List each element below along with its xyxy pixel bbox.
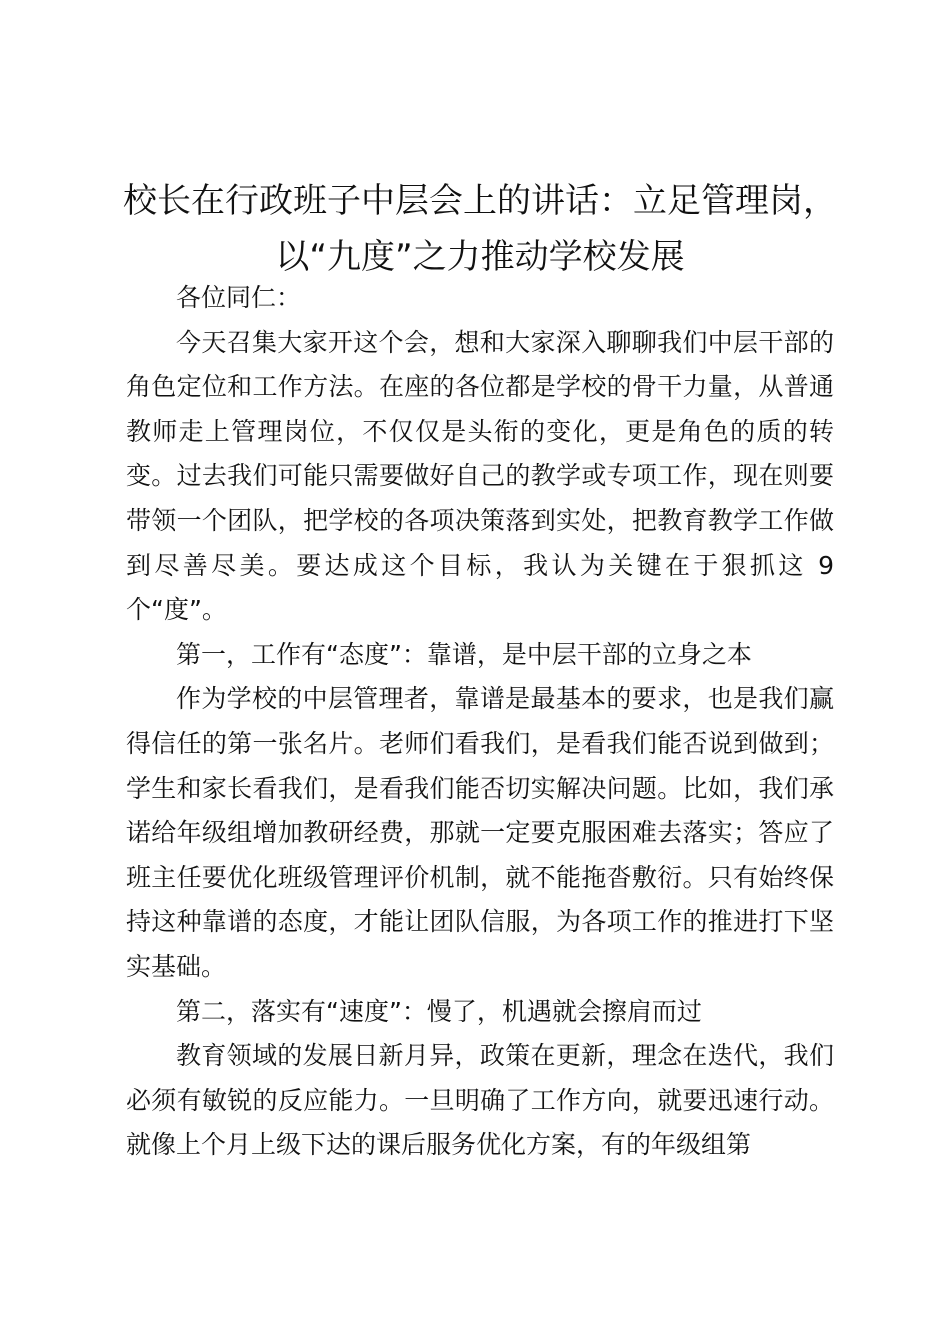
paragraph-speed: 教育领域的发展日新月异，政策在更新，理念在迭代，我们必须有敏锐的反应能力。一旦明确了工作方向，就要迅速行动。就像上个月上级下达的课后服务优化方案，有的年级组第 xyxy=(126,1041,834,1160)
greeting: 各位同仁： xyxy=(176,283,302,312)
document-body xyxy=(126,276,834,1168)
section-heading-2: 第二，落实有“速度”：慢了，机遇就会擦肩而过 xyxy=(176,996,702,1026)
paragraph-attitude: 作为学校的中层管理者，靠谱是最基本的要求，也是我们赢得信任的第一张名片。老师们看我们，是看我们能否说到做到；学生和家长看我们，是看我们能否切实解决问题。比如，我们承诺给年级组增加教研经费，那就一定要克服困难去落实；答应了班主任要优化班级管理评价机制，就不能拖沓敷衍。只有始终保持这种靠谱的态度，才能让团队信服，为各项工作的推进打下坚实基础。 xyxy=(126,684,834,981)
section-heading-1: 第一，工作有“态度”：靠谱，是中层干部的立身之本 xyxy=(176,639,752,669)
document-title xyxy=(100,173,860,285)
title-line-1: 校长在行政班子中层会上的讲话：立足管理岗， xyxy=(123,181,837,221)
title-line-2: 以“九度”之力推动学校发展 xyxy=(275,237,685,277)
paragraph-intro: 今天召集大家开这个会，想和大家深入聊聊我们中层干部的角色定位和工作方法。在座的各位都是学校的骨干力量，从普通教师走上管理岗位，不仅仅是头衔的变化，更是角色的质的转变。过去我们可能只需要做好自己的教学或专项工作，现在则要带领一个团队，把学校的各项决策落到实处，把教育教学工作做到尽善尽美。要达成这个目标，我认为关键在于狠抓这 9 个“度”。 xyxy=(126,327,834,625)
